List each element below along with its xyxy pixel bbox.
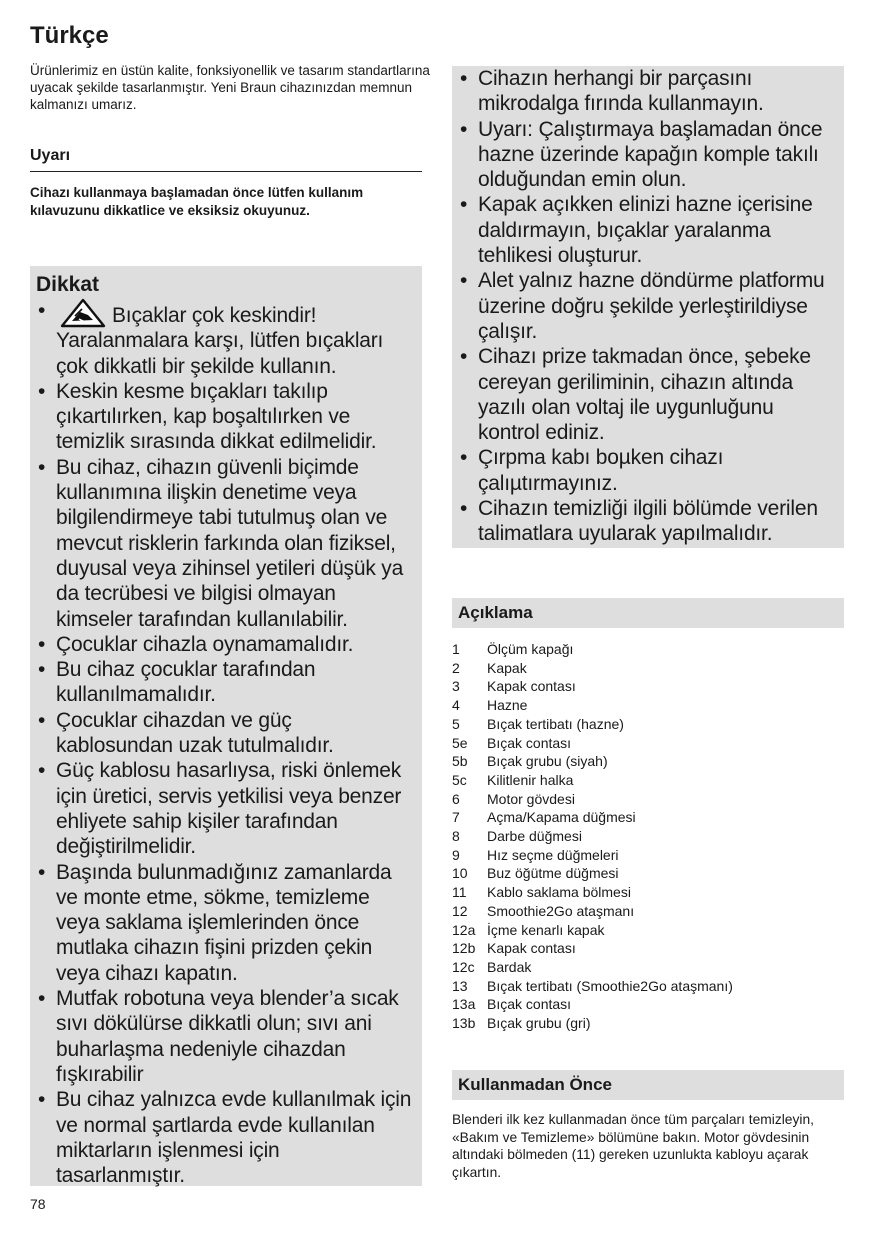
dikkat-item: • Uyarı: Çalıştırmaya başlamadan önce hazne üzerinde kapağın komple takılı olduğundan emin olun.: [460, 117, 823, 192]
dikkat-item: • Keskin kesme bıçakları takılıp çıkartılırken, kap boşaltılırken ve temizlik sırasında dikkat edilmelidir.: [38, 379, 377, 454]
intro-paragraph: Ürünlerimiz en üstün kalite, fonksiyonellik ve tasarım standartlarına uyacak şekilde tasarlanmıştır. Yeni Braun cihazınızdan memnun kalmanızı umarız.: [30, 63, 430, 112]
legend-row: 5b Bıçak grubu (siyah): [452, 753, 608, 770]
legend-row: 12a İçme kenarlı kapak: [452, 921, 605, 938]
kullanmadan-heading: Kullanmadan Önce: [452, 1070, 844, 1100]
dikkat-box: [30, 266, 422, 1186]
uyari-divider: [30, 171, 422, 172]
legend-row: 2 Kapak: [452, 659, 527, 676]
dikkat-continued-box: [452, 66, 844, 548]
dikkat-item: • Cihazın temizliği ilgili bölümde verilen talimatlara uyularak yapılmalıdır.: [460, 497, 818, 546]
legend-row: 12 Smoothie2Go ataşmanı: [452, 902, 635, 919]
legend-row: 8 Darbe düğmesi: [452, 828, 582, 845]
legend-row: 9 Hız seçme düğmeleri: [452, 846, 619, 863]
legend-row: 3 Kapak contası: [452, 678, 576, 695]
legend-row: 4 Hazne: [452, 697, 528, 714]
dikkat-item: • Mutfak robotuna veya blender’a sıcak sıvı dökülürse dikkatli olun; sıvı ani buharlaşma nedeniyle cihazdan fışkırabilir: [38, 987, 399, 1086]
legend-row: 13b Bıçak grubu (gri): [452, 1015, 591, 1032]
dikkat-item: • Cihazın herhangi bir parçasını mikrodalga fırında kullanmayın.: [460, 67, 764, 116]
dikkat-heading: Dikkat: [36, 273, 100, 296]
dikkat-item: • Güç kablosu hasarlıysa, riski önlemek için üretici, servis yetkilisi veya benzer ehliyete sahip kişiler tarafından değiştirilmelidir.: [38, 759, 402, 859]
dikkat-item: • Bu cihaz yalnızca evde kullanılmak için ve normal şartlarda evde kullanılan miktarların işlenmesi için tasarlanmıştır.: [38, 1088, 412, 1188]
dikkat-item: • Bu cihaz çocuklar tarafından kullanılmamalıdır.: [38, 658, 316, 707]
dikkat-item: • Çırpma kabı boµken cihazı çalıµtırmayınız.: [460, 446, 724, 495]
dikkat-item: • Çocuklar cihazdan ve güç kablosundan uzak tutulmalıdır.: [38, 708, 334, 758]
legend-row: 11 Kablo saklama bölmesi: [452, 884, 631, 901]
kullanmadan-text: Blenderi ilk kez kullanmadan önce tüm parçaları temizleyin, «Bakım ve Temizleme» bölümüne bakın. Motor gövdesinin altındaki bölmeden (11) gereken uzunlukta kabloyu açarak çıkartın.: [452, 1112, 814, 1180]
uyari-text: Cihazı kullanmaya başlamadan önce lütfen kullanım kılavuzunu dikkatlice ve eksiksiz okuyunuz.: [30, 185, 364, 218]
uyari-heading: Uyarı: [30, 147, 71, 164]
legend-row: 5 Bıçak tertibatı (hazne): [452, 715, 624, 732]
dikkat-continued-list: [458, 66, 836, 547]
page-title: Türkçe: [30, 22, 109, 49]
aciklama-heading: Açıklama: [452, 598, 844, 628]
dikkat-item: • Çocuklar cihazla oynamamalıdır.: [38, 632, 354, 656]
legend-row: 6 Motor gövdesi: [452, 790, 575, 807]
legend-row: 5c Kilitlenir halka: [452, 771, 574, 788]
legend-row: 10 Buz öğütme düğmesi: [452, 865, 619, 882]
dikkat-item: • Kapak açıkken elinizi hazne içerisine daldırmayın, bıçaklar yaralanma tehlikesi oluşturur.: [460, 193, 813, 268]
legend-row: 5e Bıçak contası: [452, 734, 572, 751]
dikkat-list: [36, 298, 414, 1188]
legend-row: 12b Kapak contası: [452, 940, 576, 957]
sharp-blade-warning-icon: [60, 298, 106, 328]
legend-row: 12c Bardak: [452, 958, 532, 975]
dikkat-item: • Cihazı prize takmadan önce, şebeke cereyan geriliminin, cihazın altında yazılı olan voltaj ile uygunluğunu kontrol ediniz.: [460, 345, 811, 445]
dikkat-item: • Bıçaklar çok keskindir! Yaralanmalara karşı, lütfen bıçakları çok dikkatli bir şekilde kullanın.: [38, 299, 384, 378]
legend-row: 13a Bıçak contası: [452, 996, 572, 1013]
dikkat-item: • Başında bulunmadığınız zamanlarda ve monte etme, sökme, temizleme veya saklama işlemlerinden önce mutlaka cihazın fişini prizden çekin veya cihazı kapatın.: [38, 860, 392, 985]
legend-row: 7 Açma/Kapama düğmesi: [452, 809, 636, 826]
parts-legend: [452, 640, 733, 1033]
legend-row: 13 Bıçak tertibatı (Smoothie2Go ataşmanı): [452, 977, 733, 994]
legend-row: 1 Ölçüm kapağı: [452, 641, 574, 657]
dikkat-item: • Bu cihaz, cihazın güvenli biçimde kullanımına ilişkin denetime veya bilgilendirmeye tabi tutulmuş olan ve mevcut risklerin farkında olan fiziksel, duyusal veya zihinsel yetileri düşük ya da tecrübesi ve bilgisi olmayan kimseler tarafından kullanılabilir.: [38, 455, 404, 631]
dikkat-item: • Alet yalnız hazne döndürme platformu üzerine doğru şekilde yerleştirildiyse çalışır.: [460, 269, 825, 343]
page-number: 78: [30, 1196, 46, 1212]
